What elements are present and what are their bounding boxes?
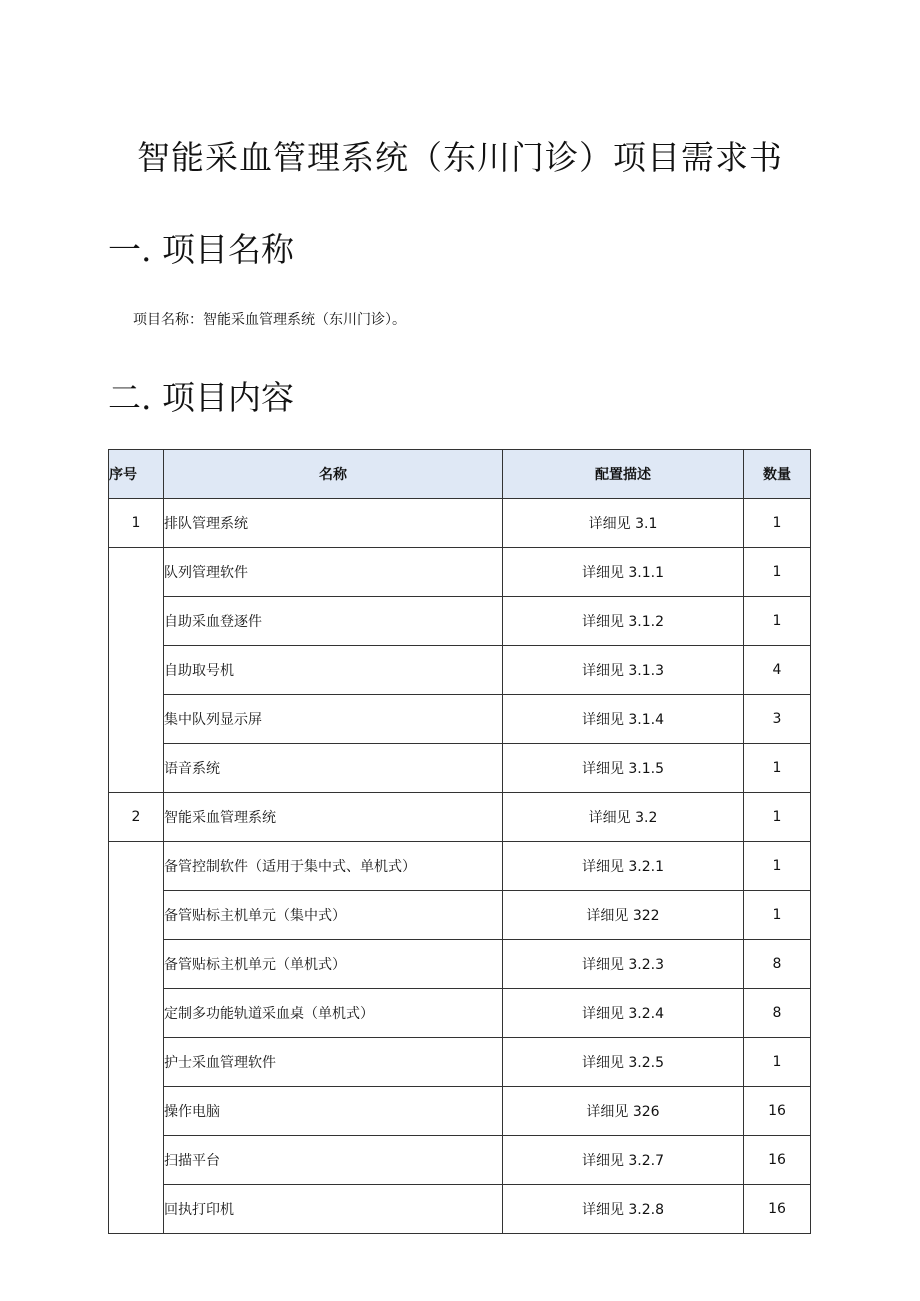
row-desc: 详细见 3.1.2 bbox=[503, 597, 744, 646]
row-desc: 详细见 322 bbox=[503, 891, 744, 940]
row-qty: 3 bbox=[744, 695, 811, 744]
row-qty: 16 bbox=[744, 1185, 811, 1234]
table-row bbox=[109, 940, 811, 989]
row-qty: 8 bbox=[744, 989, 811, 1038]
row-desc: 详细见 3.1 bbox=[503, 499, 744, 548]
row-name: 智能采血管理系统 bbox=[164, 793, 503, 842]
row-name: 定制多功能轨道采血桌（单机式） bbox=[164, 989, 503, 1038]
table-row bbox=[109, 1185, 811, 1234]
project-items-table bbox=[108, 449, 811, 1234]
row-name: 护士采血管理软件 bbox=[164, 1038, 503, 1087]
row-desc: 详细见 3.2 bbox=[503, 793, 744, 842]
row-desc: 详细见 3.2.5 bbox=[503, 1038, 744, 1087]
row-qty: 1 bbox=[744, 744, 811, 793]
row-desc: 详细见 3.1.5 bbox=[503, 744, 744, 793]
row-desc: 详细见 3.2.7 bbox=[503, 1136, 744, 1185]
table-row bbox=[109, 842, 811, 891]
document-title: 智能采血管理系统（东川门诊）项目需求书 bbox=[137, 138, 783, 177]
row-desc: 详细见 3.1.3 bbox=[503, 646, 744, 695]
section-heading-project-content: 二. 项目内容 bbox=[108, 378, 294, 417]
table-row bbox=[109, 989, 811, 1038]
row-desc: 详细见 3.2.1 bbox=[503, 842, 744, 891]
row-name: 自助采血登逐件 bbox=[164, 597, 503, 646]
table-row bbox=[109, 744, 811, 793]
row-desc: 详细见 3.1.1 bbox=[503, 548, 744, 597]
row-qty: 1 bbox=[744, 842, 811, 891]
row-desc: 详细见 3.2.8 bbox=[503, 1185, 744, 1234]
row-name: 备管贴标主机单元（集中式） bbox=[164, 891, 503, 940]
row-no: 1 bbox=[109, 499, 164, 548]
row-desc: 详细见 3.2.4 bbox=[503, 989, 744, 1038]
header-desc: 配置描述 bbox=[503, 450, 744, 499]
row-qty: 16 bbox=[744, 1087, 811, 1136]
table-row bbox=[109, 1087, 811, 1136]
table-row bbox=[109, 1038, 811, 1087]
header-no: 序号 bbox=[109, 450, 164, 499]
table-row bbox=[109, 597, 811, 646]
row-name: 回执打印机 bbox=[164, 1185, 503, 1234]
row-name: 排队管理系统 bbox=[164, 499, 503, 548]
row-qty: 1 bbox=[744, 891, 811, 940]
row-qty: 1 bbox=[744, 597, 811, 646]
row-name: 备管贴标主机单元（单机式） bbox=[164, 940, 503, 989]
project-name-paragraph: 项目名称：智能采血管理系统（东川门诊）。 bbox=[133, 312, 406, 328]
row-name: 备管控制软件（适用于集中式、单机式） bbox=[164, 842, 503, 891]
row-name: 扫描平台 bbox=[164, 1136, 503, 1185]
row-desc: 详细见 3.1.4 bbox=[503, 695, 744, 744]
row-no-blank bbox=[109, 842, 164, 1234]
table-row bbox=[109, 793, 811, 842]
row-desc: 详细见 326 bbox=[503, 1087, 744, 1136]
table-row bbox=[109, 695, 811, 744]
row-no-blank bbox=[109, 548, 164, 793]
row-qty: 1 bbox=[744, 548, 811, 597]
row-qty: 8 bbox=[744, 940, 811, 989]
section-heading-project-name: 一. 项目名称 bbox=[108, 230, 294, 269]
table-header-row bbox=[109, 450, 811, 499]
header-name: 名称 bbox=[164, 450, 503, 499]
table-row bbox=[109, 891, 811, 940]
table-row bbox=[109, 646, 811, 695]
row-name: 集中队列显示屏 bbox=[164, 695, 503, 744]
row-qty: 1 bbox=[744, 793, 811, 842]
row-name: 自助取号机 bbox=[164, 646, 503, 695]
header-qty: 数量 bbox=[744, 450, 811, 499]
table-row bbox=[109, 548, 811, 597]
row-desc: 详细见 3.2.3 bbox=[503, 940, 744, 989]
table-row bbox=[109, 499, 811, 548]
row-qty: 4 bbox=[744, 646, 811, 695]
row-name: 队列管理软件 bbox=[164, 548, 503, 597]
row-name: 操作电脑 bbox=[164, 1087, 503, 1136]
row-name: 语音系统 bbox=[164, 744, 503, 793]
table-row bbox=[109, 1136, 811, 1185]
row-qty: 1 bbox=[744, 1038, 811, 1087]
row-qty: 1 bbox=[744, 499, 811, 548]
row-no: 2 bbox=[109, 793, 164, 842]
row-qty: 16 bbox=[744, 1136, 811, 1185]
